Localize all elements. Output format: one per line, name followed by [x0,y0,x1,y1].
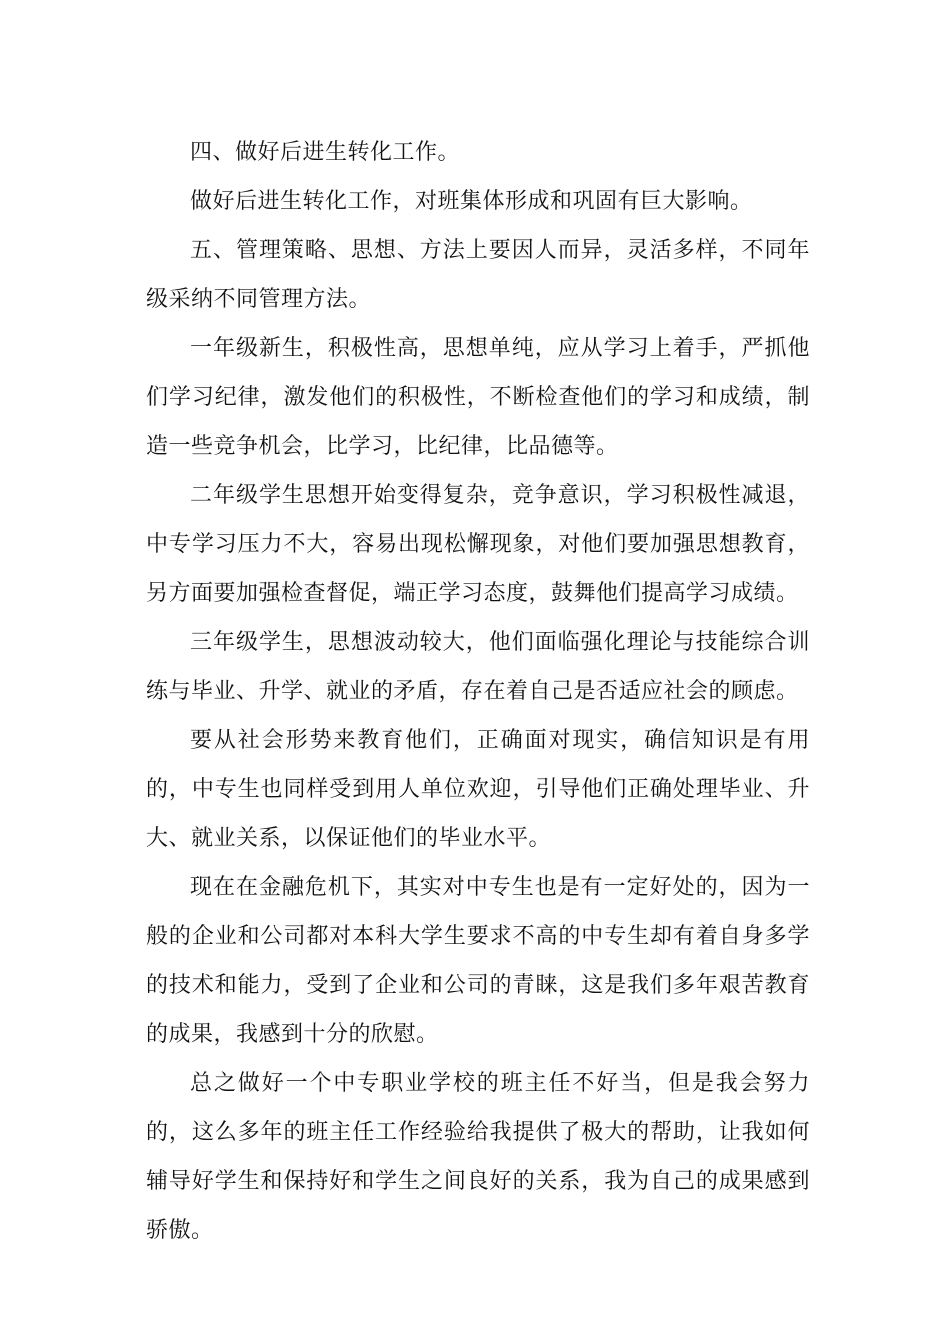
paragraph-section-five-heading: 五、管理策略、思想、方法上要因人而异，灵活多样，不同年级采纳不同管理方法。 [146,238,810,312]
paragraph-section-four-heading: 四、做好后进生转化工作。 [190,140,461,165]
document-body [146,128,810,1255]
paragraph-first-year: 一年级新生，积极性高，思想单纯，应从学习上着手，严抓他们学习纪律，激发他们的积极性，不断检查他们的学习和成绩，制造一些竞争机会，比学习，比纪律，比品德等。 [146,336,810,459]
paragraph-conclusion: 总之做好一个中专职业学校的班主任不好当，但是我会努力的，这么多年的班主任工作经验给我提供了极大的帮助，让我如何辅导好学生和保持好和学生之间良好的关系，我为自己的成果感到骄傲。 [146,1071,810,1243]
paragraph-section-four-body: 做好后进生转化工作，对班集体形成和巩固有巨大影响。 [190,189,753,214]
paragraph-second-year: 二年级学生思想开始变得复杂，竞争意识，学习积极性减退，中专学习压力不大，容易出现松懈现象，对他们要加强思想教育，另方面要加强检查督促，端正学习态度，鼓舞他们提高学习成绩。 [146,483,810,606]
paragraph-social-education: 要从社会形势来教育他们，正确面对现实，确信知识是有用的，中专生也同样受到用人单位欢迎，引导他们正确处理毕业、升大、就业关系，以保证他们的毕业水平。 [146,728,810,851]
paragraph-third-year: 三年级学生，思想波动较大，他们面临强化理论与技能综合训练与毕业、升学、就业的矛盾，存在着自己是否适应社会的顾虑。 [146,630,810,704]
paragraph-financial-crisis: 现在在金融危机下，其实对中专生也是有一定好处的，因为一般的企业和公司都对本科大学生要求不高的中专生却有着自身多学的技术和能力，受到了企业和公司的青睐，这是我们多年艰苦教育的成果，我感到十分的欣慰。 [146,875,810,1047]
